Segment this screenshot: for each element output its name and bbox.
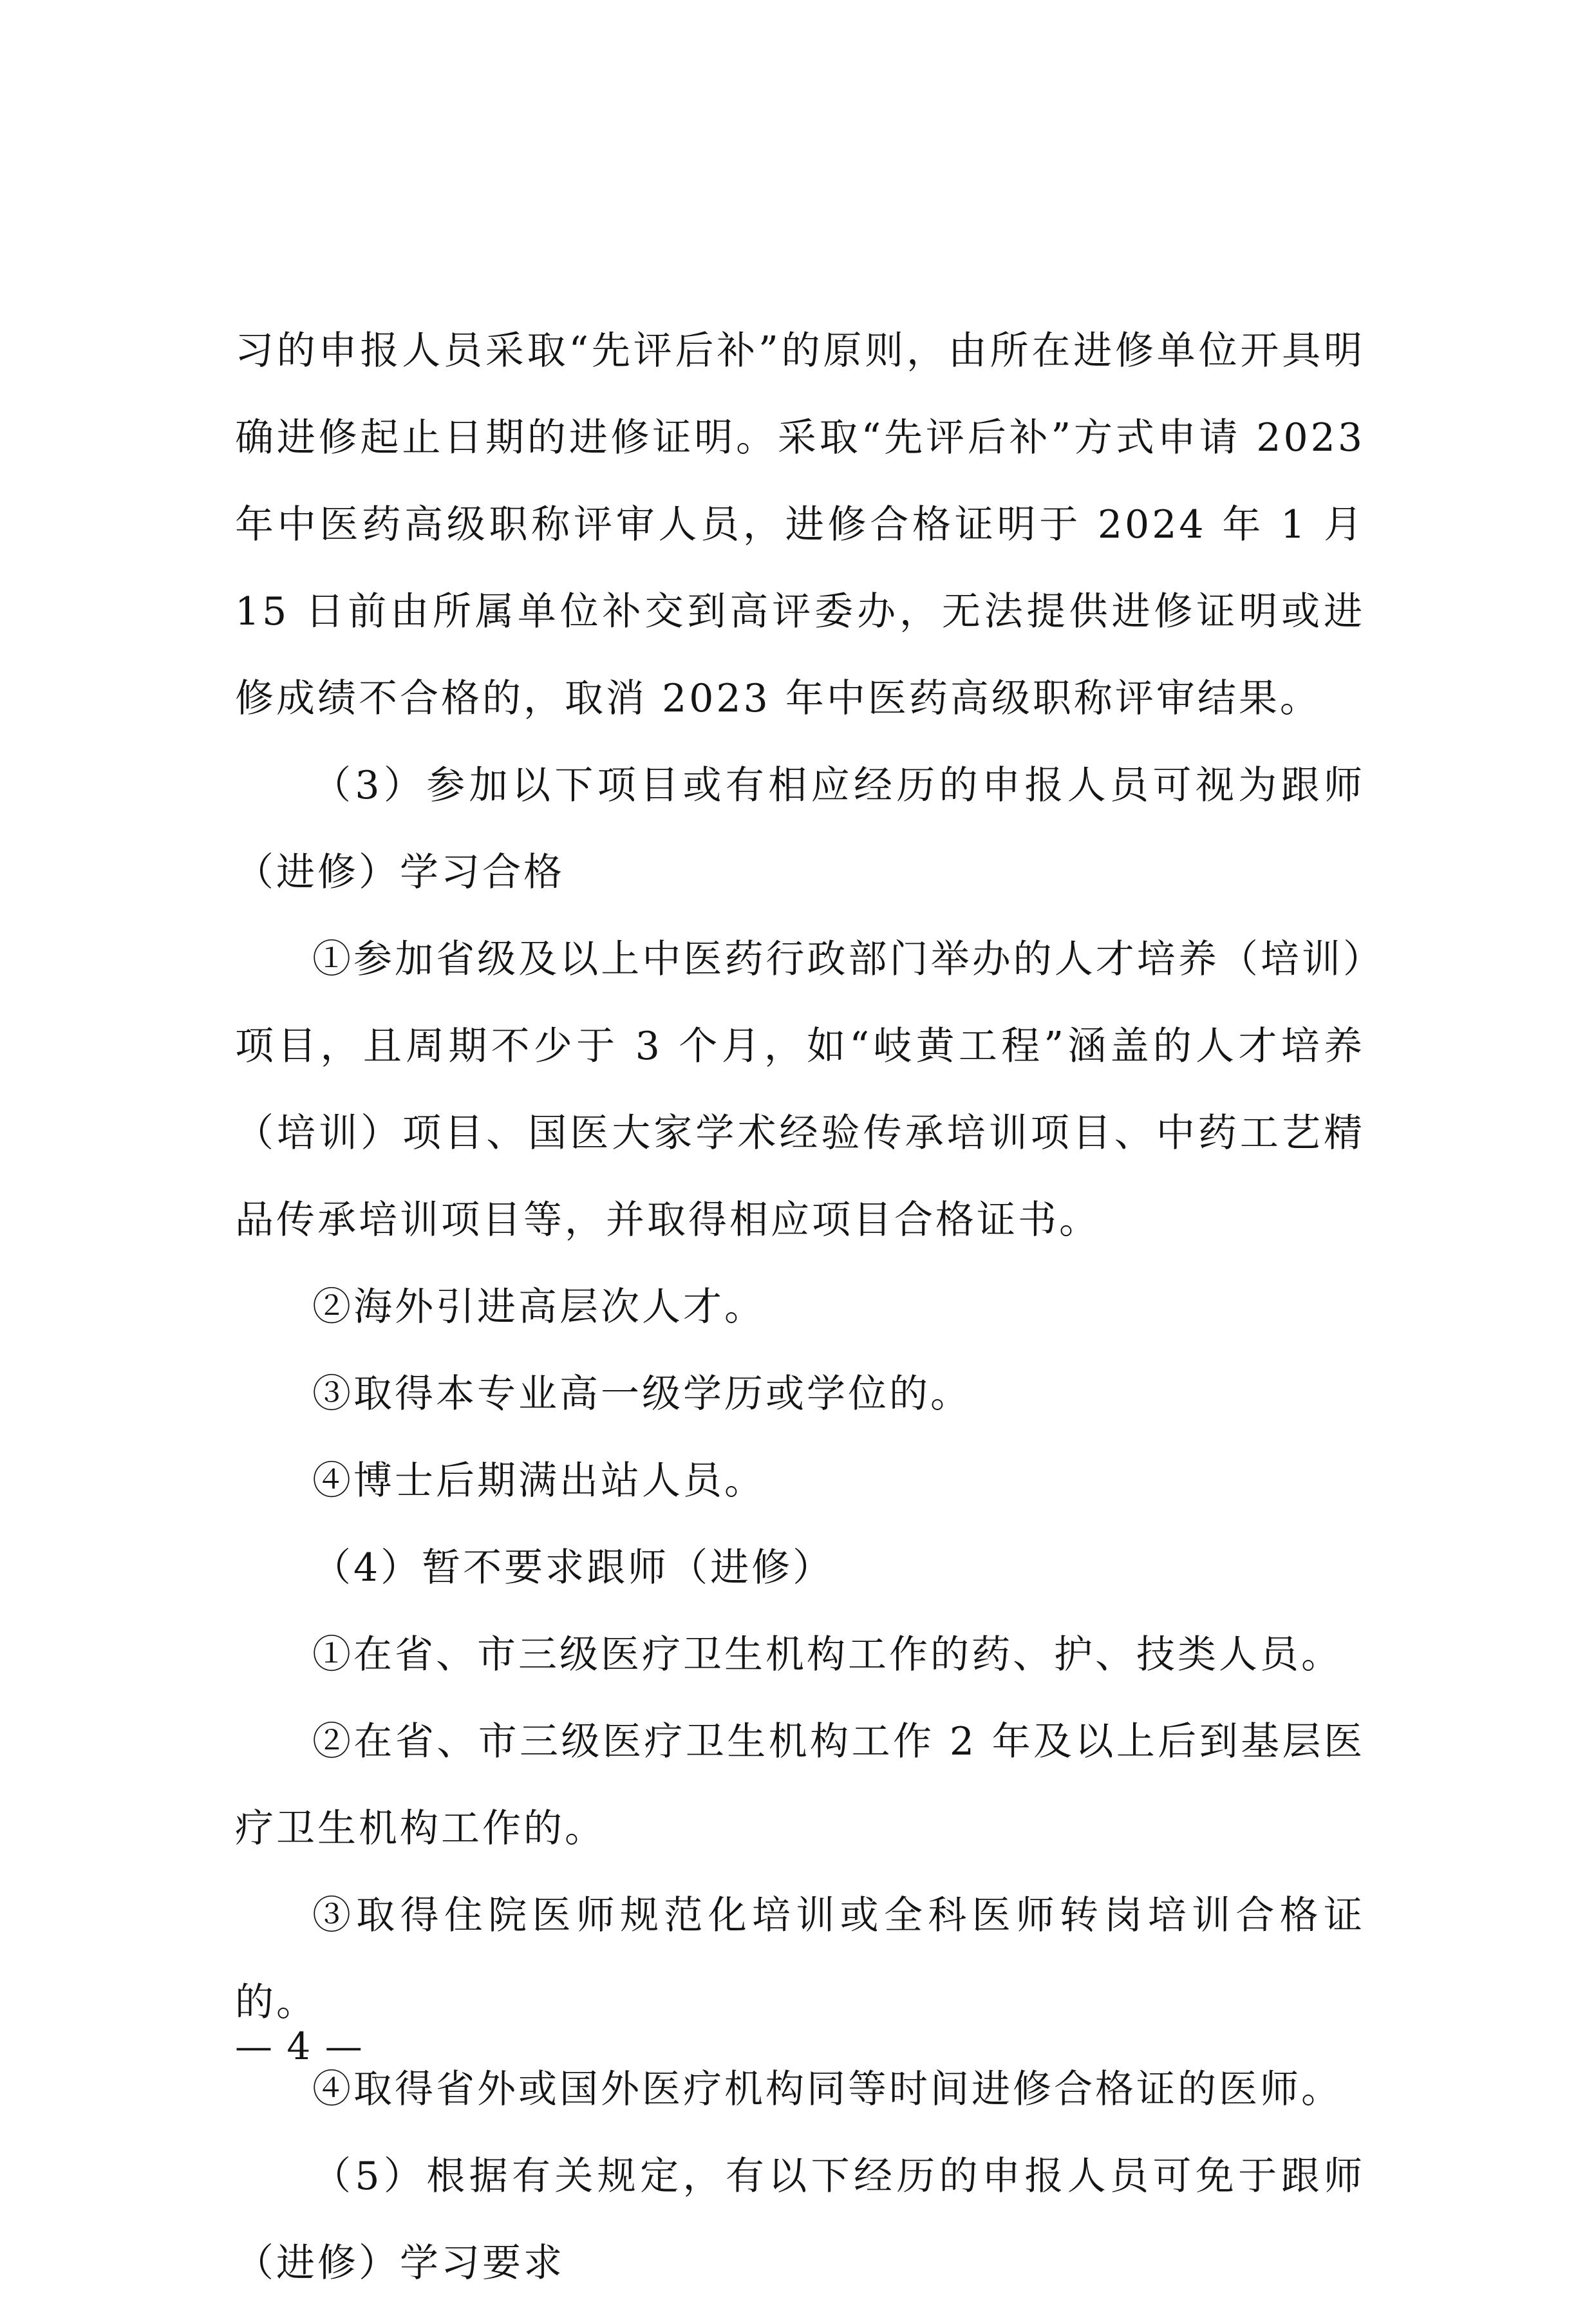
- paragraph-item-4-4: ④取得省外或国外医疗机构同等时间进修合格证的医师。: [312, 2067, 1342, 2112]
- paragraph-item-3-heading: （3）参加以下项目或有相应经历的申报人员可视为跟师（进修）学习合格: [235, 763, 1365, 895]
- paragraph-item-3-2: ②海外引进高层次人才。: [312, 1285, 765, 1330]
- paragraph-item-3-3: ③取得本专业高一级学历或学位的。: [312, 1371, 972, 1417]
- document-body: [235, 308, 1365, 2307]
- paragraph-continuation: 习的申报人员采取“先评后补”的原则，由所在进修单位开具明确进修起止日期的进修证明。采取“先评后补”方式申请 2023 年中医药高级职称评审人员，进修合格证明于 2024 年 1 月 15 日前由所属单位补交到高评委办，无法提供进修证明或进修成绩不合格的，取消 2023 年中医药高级职称评审结果。: [235, 328, 1365, 721]
- paragraph-item-4-2: ②在省、市三级医疗卫生机构工作 2 年及以上后到基层医疗卫生机构工作的。: [235, 1719, 1365, 1851]
- paragraph-item-4-3: ③取得住院医师规范化培训或全科医师转岗培训合格证的。: [235, 1893, 1365, 2025]
- page-number: — 4 —: [235, 2024, 364, 2068]
- paragraph-item-4-1: ①在省、市三级医疗卫生机构工作的药、护、技类人员。: [312, 1632, 1342, 1677]
- paragraph-item-5-heading: （5）根据有关规定，有以下经历的申报人员可免于跟师（进修）学习要求: [235, 2154, 1365, 2286]
- paragraph-item-4-heading: （4）暂不要求跟师（进修）: [312, 1545, 834, 1590]
- paragraph-item-3-4: ④博士后期满出站人员。: [312, 1458, 765, 1503]
- paragraph-item-3-1: ①参加省级及以上中医药行政部门举办的人才培养（培训）项目，且周期不少于 3 个月，如“岐黄工程”涵盖的人才培养（培训）项目、国医大家学术经验传承培训项目、中药工艺精品传承培训项目等，并取得相应项目合格证书。: [235, 937, 1365, 1243]
